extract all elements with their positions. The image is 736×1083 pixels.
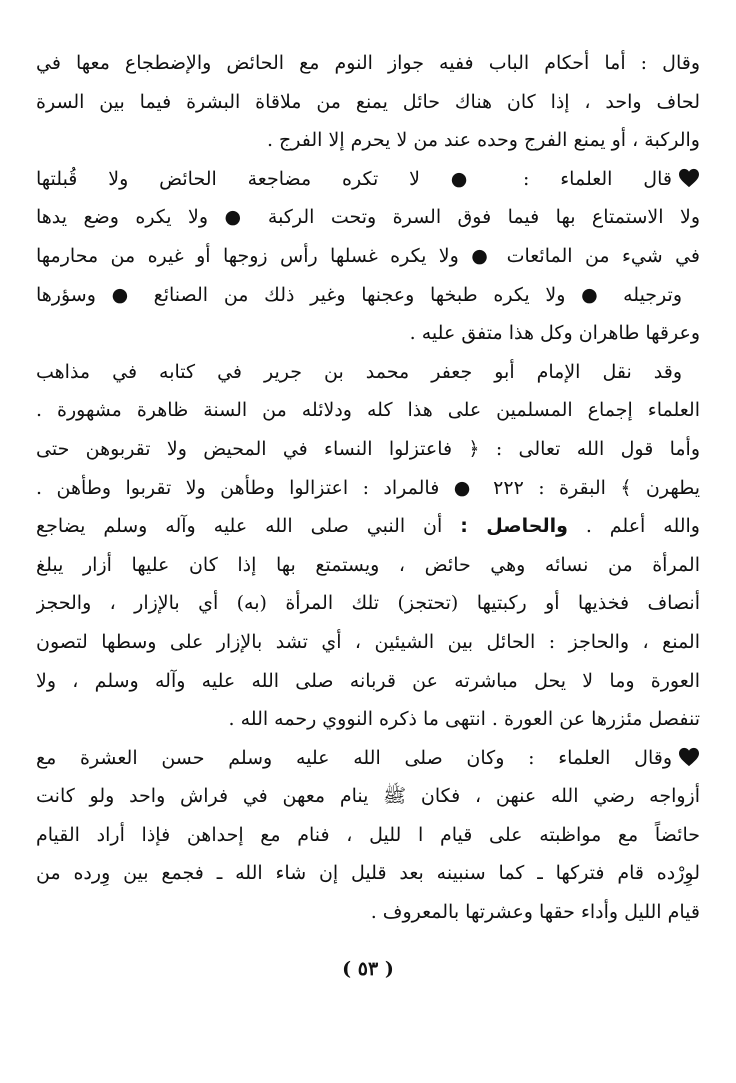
text-line-20: أزواجه رضي الله عنهن ، فكان ﷺ ينام معهن في فراش واحد ولو كانت	[36, 785, 700, 808]
text-line-8: وعرقها طاهران وكل هذا متفق عليه .	[409, 322, 700, 345]
text-line-21: حائضاً مع مواظبته على قيام ا لليل ، فنام مع إحداهن فإذا أراد القيام	[36, 823, 700, 846]
text-line-10: العلماء إجماع المسلمين على هذا كله ودلائله من السنة ظاهرة مشهورة .	[36, 399, 700, 422]
text-line-7: وترجيله ● ولا يكره طبخها وعجنها وغير ذلك من الصنائع ● وسؤرها	[36, 283, 682, 306]
text-line-1: وقال : أما أحكام الباب ففيه جواز النوم مع الحائض والإضطجاع معها في	[36, 52, 700, 74]
bold-term-al-hasil: والحاصل :	[460, 515, 568, 538]
text-line-13-start: والله أعلم .	[585, 515, 700, 538]
text-line-15: أنصاف فخذيها أو ركبتيها (تحتجز) تلك المرأة (به) أي بالإزار ، والحجز	[36, 592, 700, 615]
text-line-19-content: وقال العلماء : وكان صلى الله عليه وسلم حسن العشرة مع	[36, 746, 672, 769]
page-number: ( ٥٣ )	[342, 958, 394, 980]
text-line-5: ولا الاستمتاع بها فيما فوق السرة وتحت الركبة ● ولا يكره وضع يدها	[36, 206, 700, 229]
text-line-6: في شيء من المائعات ● ولا يكره غسلها رأس زوجها أو غيره من محارمها	[36, 244, 700, 267]
text-line-4-content: قال العلماء : ● لا تكره مضاجعة الحائض ولا قُبلتها	[36, 167, 672, 190]
text-line-4	[36, 160, 700, 199]
text-line-3: والركبة ، أو يمنع الفرج وحده عند من لا يحرم إلا الفرج .	[266, 129, 700, 152]
text-line-18: تنفصل مئزرها عن العورة . انتهى ما ذكره النووي رحمه الله .	[228, 708, 700, 731]
text-line-9: وقد نقل الإمام أبو جعفر محمد بن جرير في كتابه في مذاهب	[36, 360, 682, 383]
text-line-13-end: أن النبي صلى الله عليه وآله وسلم يضاجع	[36, 515, 443, 538]
text-line-14: المرأة من نسائه وهي حائض ، ويستمتع بها إذا كان عليها أزار يبلغ	[36, 553, 700, 576]
text-line-11: وأما قول الله تعالى : ﴿ فاعتزلوا النساء في المحيض ولا تقربوهن حتى	[36, 437, 700, 460]
text-line-16: المنع ، والحاجز : الحائل بين الشيئين ، أي تشد بالإزار على وسطها لتصون	[36, 630, 700, 653]
text-line-2: لحاف واحد ، إذا كان هناك حائل يمنع من ملاقاة البشرة فيما بين السرة	[36, 90, 700, 113]
text-line-22: لوِرْده قام فتركها ـ كما سنبينه بعد قليل إن شاء الله ـ فجمع بين وِرده من	[36, 862, 700, 885]
page-body-text	[36, 44, 700, 932]
text-line-12: يطهرن ﴾ البقرة : ٢٢٢ ● فالمراد : اعتزالوا وطأهن ولا تقربوا وطأهن .	[36, 476, 700, 499]
text-line-19	[36, 739, 700, 778]
heart-icon	[678, 747, 700, 767]
heart-icon	[678, 168, 700, 188]
text-line-13	[36, 507, 700, 546]
text-line-17: العورة وما لا يحل مباشرته عن قربانه صلى الله عليه وآله وسلم ، ولا	[36, 669, 700, 692]
text-line-23: قيام الليل وأداء حقها وعشرتها بالمعروف .	[370, 901, 700, 924]
